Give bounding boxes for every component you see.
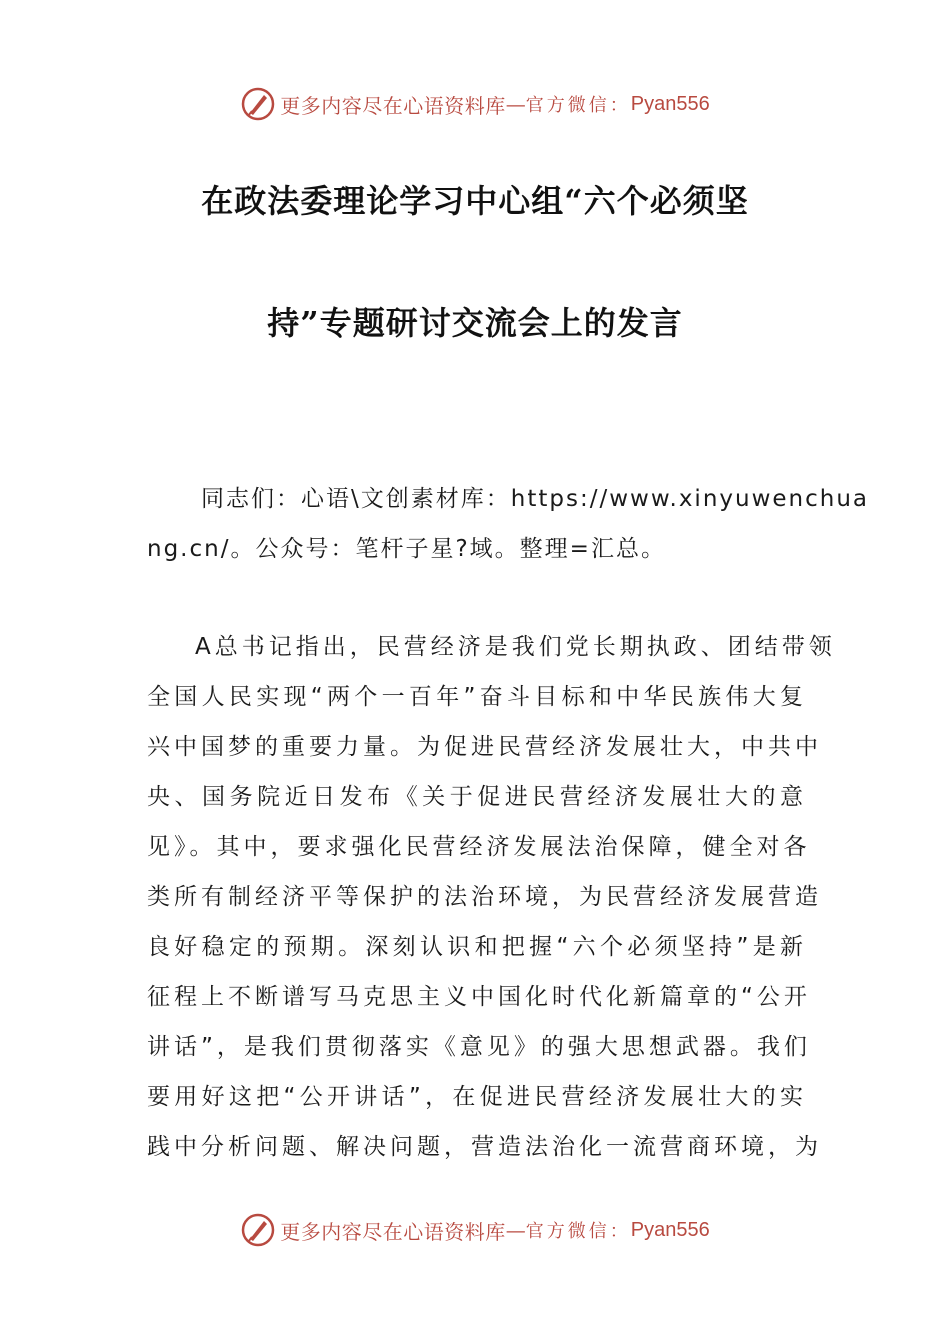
wechat-id: Pyan556: [630, 1218, 710, 1241]
paragraph-line: A总书记指出，民营经济是我们党长期执政、团结带领: [195, 634, 836, 660]
paragraph-line: 兴中国梦的重要力量。为促进民营经济发展壮大，中共中: [147, 734, 822, 760]
watermark-separator: —: [505, 1218, 526, 1242]
paragraph-line: 同志们：心语\文创素材库：https://www.xinyuwenchua: [201, 486, 870, 512]
wechat-label: 官方微信：: [525, 1221, 631, 1242]
paragraph-line: 要用好这把“公开讲话”，在促进民营经济发展壮大的实: [147, 1084, 807, 1110]
header-watermark: [0, 84, 950, 124]
paragraph-body: [147, 622, 836, 1172]
paragraph-line: 征程上不断谱写马克思主义中国化时代化新篇章的“公开: [147, 984, 811, 1010]
paragraph-line: 全国人民实现“两个一百年”奋斗目标和中华民族伟大复: [147, 684, 807, 710]
footer-watermark: [0, 1210, 950, 1250]
wechat-id: Pyan556: [630, 92, 710, 115]
watermark-separator: —: [505, 92, 526, 116]
paragraph-line: 良好稳定的预期。深刻认识和把握“六个必须坚持”是新: [147, 934, 807, 960]
paragraph-line: 讲话”，是我们贯彻落实《意见》的强大思想武器。我们: [147, 1034, 811, 1060]
paragraph-line: 央、国务院近日发布《关于促进民营经济发展壮大的意: [147, 784, 807, 810]
quill-logo-icon: [240, 86, 276, 122]
watermark-text: 更多内容尽在心语资料库: [280, 93, 506, 118]
quill-logo-icon: [240, 1212, 276, 1248]
document-title-line-2: 持”专题研讨交流会上的发言: [267, 304, 683, 342]
paragraph-line: ng.cn/。公众号：笔杆子星?域。整理=汇总。: [147, 536, 666, 562]
paragraph-greeting: [147, 474, 870, 574]
wechat-label: 官方微信：: [525, 95, 631, 116]
paragraph-line: 类所有制经济平等保护的法治环境，为民营经济发展营造: [147, 884, 822, 910]
watermark-text: 更多内容尽在心语资料库: [280, 1219, 506, 1244]
document-title-line-1: 在政法委理论学习中心组“六个必须坚: [201, 182, 749, 220]
paragraph-line: 践中分析问题、解决问题，营造法治化一流营商环境，为: [147, 1134, 822, 1160]
paragraph-line: 见》。其中，要求强化民营经济发展法治保障，健全对各: [147, 834, 811, 860]
